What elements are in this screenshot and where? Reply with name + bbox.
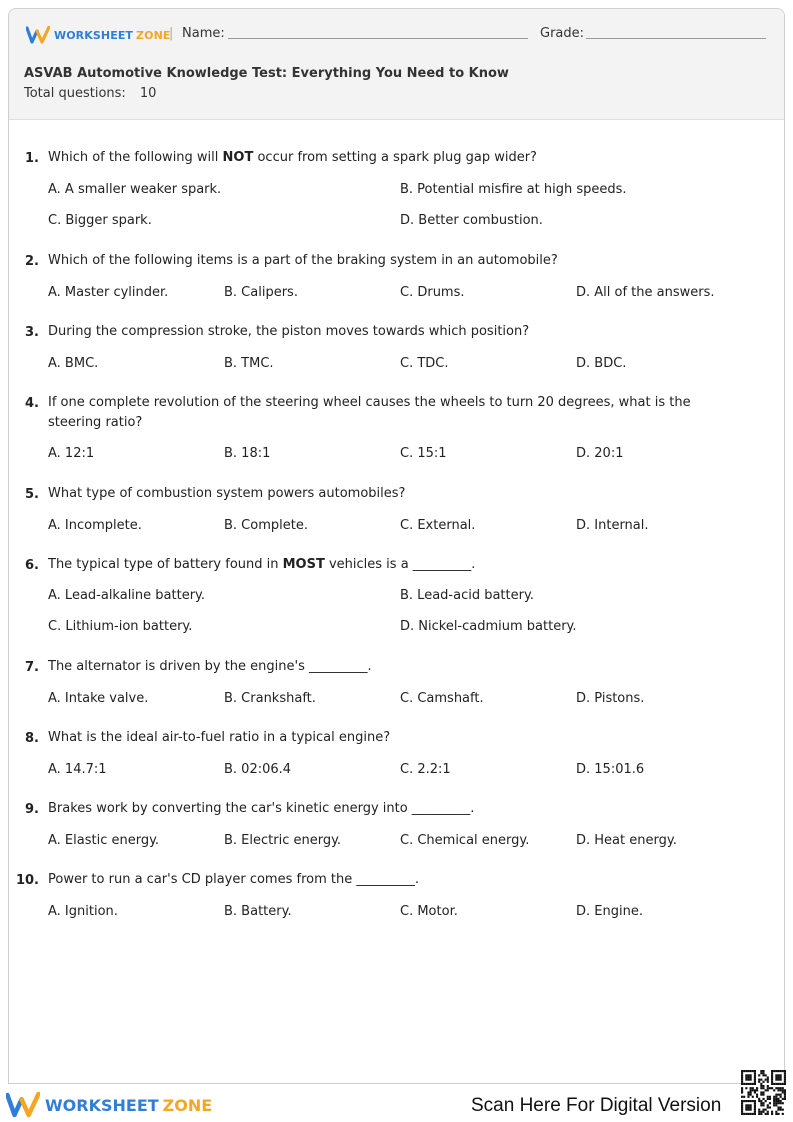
worksheet-title: ASVAB Automotive Knowledge Test: Everything You Need to Know [24,66,509,81]
answer-option[interactable]: B. Calipers. [224,285,298,300]
answer-option[interactable]: B. Complete. [224,518,308,533]
question-text [48,393,748,433]
worksheet-zone-logo-icon [26,26,50,44]
question-number: 1. [25,151,39,166]
question-number: 10. [15,873,39,888]
answer-option[interactable]: D. All of the answers. [576,285,715,300]
question-number: 8. [25,731,39,746]
answer-option[interactable]: D. 15:01.6 [576,762,645,777]
name-field[interactable] [228,38,528,39]
total-questions-label: Total questions: [24,86,126,101]
question-text [48,657,748,677]
question-text-part: The typical type of battery found in [48,557,283,572]
footer-logo [6,1092,212,1118]
answer-option[interactable]: D. Heat energy. [576,833,677,848]
question-number: 5. [25,487,39,502]
question-text-part: The alternator is driven by the engine's _________. [48,659,372,674]
header-separator: | [169,26,174,41]
answer-option[interactable]: B. Lead-acid battery. [400,588,534,603]
name-label: Name: [182,26,225,41]
question-text-part: What type of combustion system powers automobiles? [48,486,406,501]
answer-option[interactable]: B. TMC. [224,356,274,371]
question-number: 7. [25,660,39,675]
answer-option[interactable]: A. Master cylinder. [48,285,169,300]
question-text-part: Which of the following will [48,150,223,165]
logo-word-zone: ZONE [136,28,171,42]
header-logo [26,26,174,44]
question-number: 9. [25,802,39,817]
answer-option[interactable]: C. 15:1 [400,446,447,461]
answer-option[interactable]: A. 14.7:1 [48,762,107,777]
answer-option[interactable]: C. 2.2:1 [400,762,451,777]
question-number: 3. [25,325,39,340]
answer-option[interactable]: B. Electric energy. [224,833,342,848]
question-text-part: During the compression stroke, the piston moves towards which position? [48,324,530,339]
answer-option[interactable]: C. External. [400,518,476,533]
answer-option[interactable]: A. Intake valve. [48,691,149,706]
answer-option[interactable]: C. Lithium-ion battery. [48,619,193,634]
answer-option[interactable]: B. Battery. [224,904,292,919]
question-text-part: Brakes work by converting the car's kinetic energy into _________. [48,801,475,816]
answer-option[interactable]: A. BMC. [48,356,99,371]
answer-option[interactable]: D. 20:1 [576,446,624,461]
logo-word-worksheet: WORKSHEET [54,28,134,42]
footer-logo-word-worksheet: WORKSHEET [45,1095,159,1115]
question-text [48,870,748,890]
question-text [48,322,748,342]
question-text [48,555,748,575]
question-text-part: vehicles is a _________. [324,557,476,572]
answer-option[interactable]: B. 18:1 [224,446,271,461]
answer-option[interactable]: D. Better combustion. [400,213,543,228]
question-text-part: occur from setting a spark plug gap wider? [253,150,537,165]
answer-option[interactable]: C. Motor. [400,904,458,919]
worksheet-zone-logo-icon [6,1092,40,1118]
total-questions [24,86,156,101]
answer-option[interactable]: B. 02:06.4 [224,762,292,777]
question-text [48,484,748,504]
answer-option[interactable]: A. Elastic energy. [48,833,160,848]
question-text [48,728,748,748]
question-number: 6. [25,558,39,573]
answer-option[interactable]: A. Ignition. [48,904,118,919]
question-number: 4. [25,396,39,411]
answer-option[interactable]: D. BDC. [576,356,627,371]
worksheet-sheet [8,8,785,1084]
question-text [48,251,748,271]
question-text-part: Power to run a car's CD player comes from the _________. [48,872,419,887]
answer-option[interactable]: A. Incomplete. [48,518,142,533]
question-text [48,799,748,819]
total-questions-value: 10 [139,86,157,101]
worksheet-header [9,9,784,120]
answer-option[interactable]: A. Lead-alkaline battery. [48,588,206,603]
answer-option[interactable]: A. 12:1 [48,446,95,461]
grade-label: Grade: [540,26,585,41]
qr-code-icon[interactable] [741,1070,786,1115]
answer-option[interactable]: C. TDC. [400,356,449,371]
question-number: 2. [25,254,39,269]
grade-field[interactable] [586,38,766,39]
answer-option[interactable]: D. Nickel-cadmium battery. [400,619,577,634]
answer-option[interactable]: C. Bigger spark. [48,213,152,228]
footer-logo-word-zone: ZONE [162,1095,213,1115]
question-text [48,148,748,168]
question-text-part: Which of the following items is a part of the braking system in an automobile? [48,253,558,268]
answer-option[interactable]: A. A smaller weaker spark. [48,182,222,197]
question-emphasis: MOST [282,557,325,572]
question-text-part: If one complete revolution of the steering wheel causes the wheels to turn 20 degrees, what is the steering ratio? [48,395,691,430]
answer-option[interactable]: C. Drums. [400,285,465,300]
answer-option[interactable]: D. Internal. [576,518,649,533]
answer-option[interactable]: B. Crankshaft. [224,691,316,706]
answer-option[interactable]: D. Engine. [576,904,643,919]
answer-option[interactable]: D. Pistons. [576,691,645,706]
question-text-part: What is the ideal air-to-fuel ratio in a typical engine? [48,730,391,745]
question-emphasis: NOT [222,150,254,165]
answer-option[interactable]: C. Chemical energy. [400,833,530,848]
answer-option[interactable]: C. Camshaft. [400,691,484,706]
scan-text: Scan Here For Digital Version [471,1095,722,1116]
answer-option[interactable]: B. Potential misfire at high speeds. [400,182,627,197]
